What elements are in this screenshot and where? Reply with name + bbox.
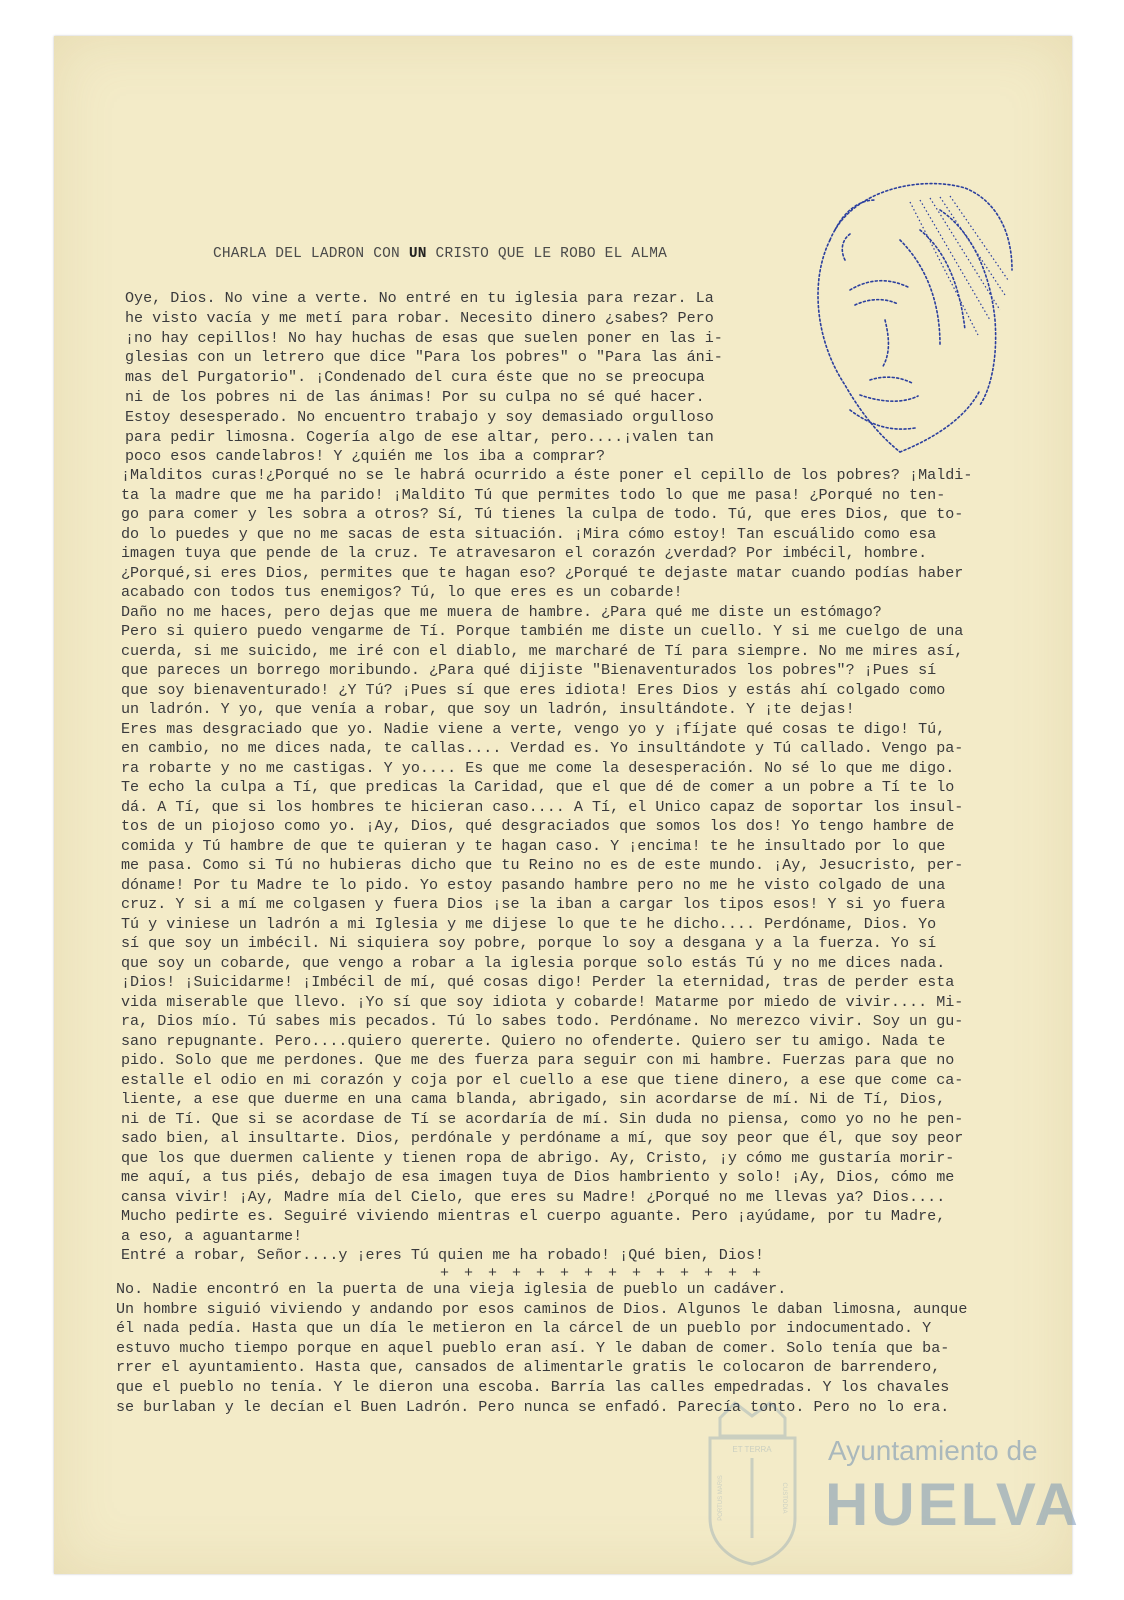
title-part-2: CRISTO QUE LE ROBO EL ALMA — [426, 246, 667, 262]
title-emphasis: UN — [408, 246, 427, 262]
epilogue-paragraph: No. Nadie encontró en la puerta de una vieja iglesia de pueblo un cadáver. Un hombre siguió viviendo y andando por esos caminos de Dios. Algunos le daban limosna, aunque él nada pedía. Hasta que un día le metieron en la cárcel de un pueblo por indocumentado. Y estuvo mucho tiempo porque en aquel pueblo eran así. Y le daban de comer. Solo tenía que ba- rrer el ayuntamiento. Hasta que, cansados de alimentarle gratis le colocaron de barrendero, que el pueblo no tenía. Y le dieron una escoba. Barría las calles empedradas. Y los chavales se burlaban y le decían el Buen Ladrón. Pero nunca se enfadó. Parecía tonto. Pero no lo era. — [116, 1280, 968, 1416]
shield-left-text: PORTUS MARIS — [718, 1475, 724, 1521]
title-part-1: CHARLA DEL LADRON CON — [213, 246, 409, 262]
city-shield-watermark-icon — [700, 1398, 805, 1568]
main-paragraph: ¡Malditos curas!¿Porqué no se le habrá ocurrido a éste poner el cepillo de los pobres? ¡Maldi- ta la madre que me ha parido! ¡Maldito Tú que permites todo lo que me pasa! ¿Porqué no ten- go para comer y les sobra a otros? Sí, Tú tienes la culpa de todo. Tú, que eres Dios, que to- do lo puedes y que no me sacas de esta situación. ¡Mira cómo estoy! Tan escuálido como esa imagen tuya que pende de la cruz. Te atravesaron el corazón ¿verdad? Por imbécil, hombre. ¿Porqué,si eres Dios, permites que te hagan eso? ¿Porqué te dejaste matar cuando podías haber acabado con todos tus enemigos? Tú, lo que eres es un cobarde! Daño no me haces, pero dejas que me muera de hambre. ¿Para qué me diste un estómago? Pero si quiero puedo vengarme de Tí. Porque también me diste un cuello. Y si me cuelgo de una cuerda, si me suicido, me iré con el diablo, me marcharé de Tí para siempre. No me mires así, que pareces un borrego moribundo. ¿Para qué dijiste "Bienaventurados los pobres"? ¡Pues sí que soy bienaventurado! ¿Y Tú? ¡Pues sí que eres idiota! Eres Dios y estás ahí colgado como un ladrón. Y yo, que venía a robar, que soy un ladrón, insultándote. Y ¡te dejas! Eres mas desgraciado que yo. Nadie viene a verte, vengo yo y ¡fíjate qué cosas te digo! Tú, en cambio, no me dices nada, te callas.... Verdad es. Yo insultándote y Tú callado. Vengo pa- ra robarte y no me castigas. Y yo.... Es que me come la desesperación. No sé lo que me digo. Te echo la culpa a Tí, que predicas la Caridad, que el que dé de comer a un pobre a Tí te lo dá. A Tí, que si los hombres te hicieran caso.... A Tí, el Unico capaz de soportar los insul- tos de un piojoso como yo. ¡Ay, Dios, qué desgraciados que somos los dos! Yo tengo hambre de comida y Tú hambre de que te quieran y te hagan caso. Y ¡encima! te he insultado por lo que me pasa. Como si Tú no hubieras dicho que tu Reino no es de este mundo. ¡Ay, Jesucristo, per- dóname! Por tu Madre te lo pido. Yo estoy pasando hambre pero no me he visto colgado de una cruz. Y si a mí me colgasen y fuera Dios ¡se la iban a cargar los tipos esos! Y si yo fuera Tú y viniese un ladrón a mi Iglesia y me dijese lo que te he dicho.... Perdóname, Dios. Yo sí que soy un imbécil. Ni siquiera soy pobre, porque lo soy a desgana y a la fuerza. Yo sí que soy un cobarde, que vengo a robar a la iglesia porque solo estás Tú y no me dices nada. ¡Dios! ¡Suicidarme! ¡Imbécil de mí, qué cosas digo! Perder la eternidad, tras de perder esta vida miserable que llevo. ¡Yo sí que soy idiota y cobarde! Matarme por miedo de vivir.... Mi- ra, Dios mío. Tú sabes mis pecados. Tú lo sabes todo. Perdóname. No merezco vivir. Soy un gu- sano repugnante. Pero....quiero quererte. Quiero no ofenderte. Quiero ser tu amigo. Nada te pido. Solo que me perdones. Que me des fuerza para seguir con mi hambre. Fuerzas para que no estalle el odio en mi corazón y coja por el cuello a ese que tiene dinero, a ese que come ca- liente, a ese que duerme en una cama blanda, abrigado, sin acordarse de mí. Ni de Tí, Dios, ni de Tí. Que si se acordase de Tí se acordaría de mí. Sin duda no piensa, como yo no he pen- sado bien, al insultarte. Dios, perdónale y perdóname a mí, que soy peor que él, que soy peor que los que duermen caliente y tienen ropa de abrigo. Ay, Cristo, ¡y cómo me gustaría morir- me aquí, a tus piés, debajo de esa imagen tuya de Dios hambriento y solo! ¡Ay, Dios, cómo me cansa vivir! ¡Ay, Madre mía del Cielo, que eres su Madre! ¿Porqué no me llevas ya? Dios.... Mucho pedirte es. Seguiré viviendo mientras el cuerpo aguante. Pero ¡ayúdame, por tu Madre, a eso, a aguantarme! Entré a robar, Señor....y ¡eres Tú quien me ha robado! ¡Qué bien, Dios! — [121, 466, 973, 1264]
document-title — [213, 246, 733, 262]
shield-motto: ET TERRA — [732, 1445, 772, 1454]
intro-paragraph: Oye, Dios. No vine a verte. No entré en tu iglesia para rezar. La he visto vacía y me metí para robar. Necesito dinero ¿sabes? Pero ¡no hay cepillos! No hay huchas de esas que suelen poner en las i- glesias con un letrero que dice "Para los pobres" o "Para las áni- mas del Purgatorio". ¡Condenado del cura éste que no se preocupa ni de los pobres ni de las ánimas! Por su culpa no sé qué hacer. Estoy desesperado. No encuentro trabajo y soy demasiado orgulloso para pedir limosna. Cogería algo de ese altar, pero....¡valen tan poco esos candelabros! Y ¿quién me los iba a comprar? — [125, 289, 723, 466]
christ-face-sketch-icon — [790, 170, 1015, 470]
watermark-line-2: HUELVA — [825, 1471, 1081, 1538]
shield-right-text: CUSTODIA — [781, 1482, 787, 1514]
watermark-line-1: Ayuntamiento de — [828, 1435, 1038, 1466]
section-separator: + + + + + + + + + + + + + + — [440, 1265, 765, 1282]
